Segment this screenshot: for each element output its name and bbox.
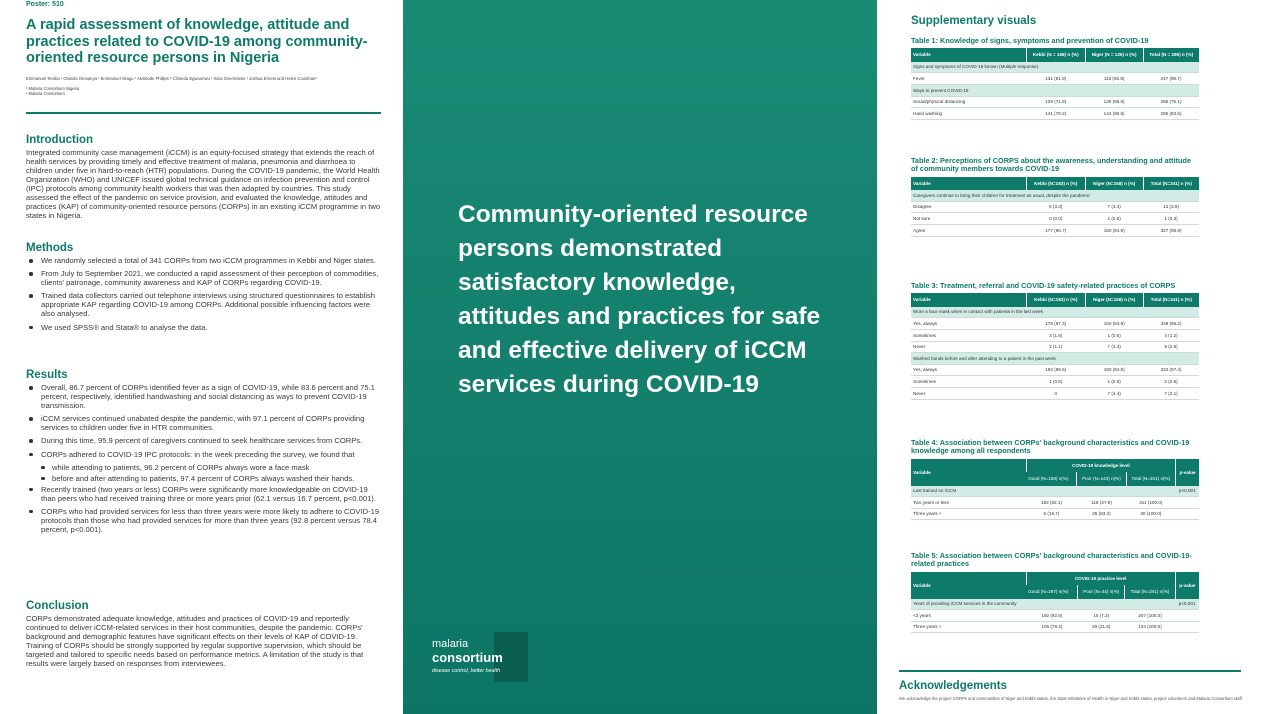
- table-title: Table 5: Association between CORPs' background characteristics and COVID-19-related practices: [911, 551, 1192, 569]
- list-item: CORPs who had provided services for less than three years were more likely to adhere to COVID-19 protocols than those who had provided services for more than three years (92.8 percent versus 78.4 percent, p<0.001).: [26, 507, 381, 534]
- table-cell: [1176, 497, 1199, 509]
- table-cell: 7 (4.4): [1085, 387, 1143, 399]
- table-cell: 118 (37.9): [1077, 497, 1126, 509]
- table-header-row: [911, 48, 1199, 61]
- table-4: [911, 439, 1199, 520]
- column-subheader: Good (N=198) n(%): [1026, 472, 1077, 485]
- table-cell: <3 years: [911, 610, 1026, 622]
- acknowledgements-heading: Acknowledgements: [899, 680, 1007, 692]
- table-cell: 9 (2.6): [1143, 341, 1199, 353]
- table-row: [911, 508, 1199, 520]
- table-header-row: [911, 459, 1199, 472]
- list-item: Overall, 86.7 percent of CORPs identified fever as a sign of COVID-19, while 83.6 percent and 75.1 percent, respectively, identified handwashing and social distancing as ways to prevent COVID-19 transmission.: [26, 383, 381, 410]
- table-cell: 30 (100.0): [1126, 508, 1175, 520]
- table-cell: Three years +: [911, 621, 1026, 633]
- table-cell: 7 (4.4): [1085, 341, 1143, 353]
- table-group-row: [911, 599, 1199, 610]
- affiliation: ² Malaria Consortium: [26, 91, 65, 97]
- table-cell: 105 (78.4): [1026, 621, 1077, 633]
- table-cell: 1 (0.3): [1143, 213, 1199, 225]
- column-subheader: Total (N=341) n(%): [1126, 472, 1175, 485]
- table-cell: 285 (83.6): [1143, 108, 1199, 120]
- column-header: Variable: [911, 459, 1026, 486]
- table-row: [911, 330, 1199, 342]
- column-header: Total (N=341) n (%): [1143, 177, 1199, 190]
- logo-text-consortium: consortium: [432, 650, 503, 665]
- table-cell: 0: [1026, 387, 1085, 399]
- table-cell: 141 (79.2): [1026, 108, 1085, 120]
- table-cell: Social/physical distancing: [911, 96, 1026, 108]
- table-cell: Yes, always: [911, 364, 1026, 376]
- table-cell: 327 (95.9): [1143, 225, 1199, 237]
- divider: [899, 670, 1241, 672]
- list-item: From July to September 2021, we conducted a rapid assessment of their perception of commodities, clients' patronage, community awareness and KAP of CORPs regarding COVID-19.: [26, 269, 381, 287]
- acknowledgements-text: We acknowledge the project CORPs and communities of Niger and Kebbi states, the State Ministries of Health in Niger and Kebbi states, project volunteers and Malaria Consortium staff.: [899, 696, 1243, 701]
- table-cell: 150 (94.9): [1085, 364, 1143, 376]
- group-label: Ways to prevent COVID-19: [911, 85, 1199, 97]
- column-header: Total (N=341) n (%): [1143, 293, 1199, 306]
- poster-title: A rapid assessment of knowledge, attitude and practices related to COVID-19 among community-oriented resource persons in Nigeria: [26, 17, 368, 66]
- column-header: Kebbi (N=183) n (%): [1026, 177, 1085, 190]
- table-cell: Three years +: [911, 508, 1026, 520]
- table-group-row: [911, 307, 1199, 318]
- supplementary-heading: Supplementary visuals: [911, 15, 1037, 27]
- table-row: [911, 341, 1199, 353]
- table-cell: 193 (62.1): [1026, 497, 1077, 509]
- table-row: [911, 376, 1199, 388]
- table-cell: 3 (1.6): [1026, 330, 1085, 342]
- data-table: [911, 177, 1199, 237]
- logo-tagline: disease control, better health: [432, 668, 501, 674]
- p-value: p<0.001: [1176, 486, 1199, 497]
- table-1: [911, 37, 1199, 120]
- table-cell: Never: [911, 341, 1026, 353]
- table-header-row: [911, 177, 1199, 190]
- headline-panel: [403, 0, 877, 714]
- column-subheader: Good (N=297) n(%): [1026, 585, 1077, 598]
- table-cell: Hand washing: [911, 108, 1026, 120]
- table-cell: Yes, always: [911, 318, 1026, 330]
- list-item: During this time, 95.9 percent of caregivers continued to seek healthcare services from CORPs.: [26, 436, 381, 445]
- results-section: [26, 369, 381, 538]
- column-header: Variable: [911, 572, 1026, 599]
- table-title: Table 2: Perceptions of CORPS about the awareness, understanding and attitude of community members towards COVID-19: [911, 156, 1192, 174]
- column-header: p-value: [1175, 572, 1199, 599]
- table-row: [911, 213, 1199, 225]
- group-label: Years of providing iCCM services in the community: [911, 599, 1175, 610]
- headline: Community-oriented resource persons demonstrated satisfactory knowledge, attitudes and practices for safe and effective delivery of iCCM services during COVID-19: [458, 201, 821, 398]
- column-header: p-value: [1176, 459, 1199, 486]
- column-header: Variable: [911, 293, 1026, 306]
- table-cell: 29 (21.6): [1078, 621, 1125, 633]
- group-label: Washed hands before and after attending to a patient in the past week: [911, 353, 1199, 365]
- table-header-row: [911, 572, 1199, 585]
- table-cell: 2 (1.1): [1026, 341, 1085, 353]
- list-sub-item: before and after attending to patients, 97.4 percent of CORPs always washed their hands.: [26, 474, 381, 483]
- section-heading: Results: [26, 369, 68, 381]
- table-header-row: [911, 293, 1199, 306]
- table-cell: [1175, 610, 1199, 622]
- section-text: Integrated community case management (iCCM) is an equity-focused strategy that extends the reach of health services by providing timely and effective treatment of malaria, pneumonia and diarrhoea to children under five in hard-to-reach (HTR) populations. During the COVID-19 pandemic, the World Health Organization (WHO) and UNICEF issued global technical guidance on infection prevention and control (IPC) protocols among community health workers that was then adapted by countries. This study assessed the effect of the pandemic on service provision, and evaluated the knowledge, attitudes and practices (KAP) of community-oriented resource persons (CORPs) in an existing iCCM programme in two states in Nigeria.: [26, 148, 381, 220]
- column-group-header: COVID-19 practice level: [1026, 572, 1175, 585]
- table-group-row: [911, 190, 1199, 201]
- left-column: [0, 0, 390, 714]
- column-subheader: Total (N=341) n(%): [1125, 585, 1175, 598]
- group-label: Wore a face mask when in contact with patients in the last week: [911, 307, 1199, 318]
- table-cell: 15 (7.2): [1078, 610, 1125, 622]
- table-cell: 332 (97.4): [1143, 364, 1199, 376]
- authors: Emmanuel Temba ¹ Olusola Oresanya ¹ Emmanuel Akagu ¹ Akinbode Phillips ¹ Chinedu Egwuonwu ¹ Ilona Overmeeke ¹ Joshua Ernest and Helen Counihan²: [26, 76, 317, 81]
- table-group-row: [911, 85, 1199, 97]
- table-cell: 178 (97.3): [1026, 318, 1085, 330]
- section-heading: Introduction: [26, 134, 94, 146]
- table-cell: 150 (94.9): [1085, 225, 1143, 237]
- table-row: [911, 621, 1199, 633]
- p-value: p<0.001: [1175, 599, 1199, 610]
- table-cell: 256 (75.1): [1143, 96, 1199, 108]
- right-column: [887, 0, 1276, 714]
- table-cell: 1 (0.6): [1085, 213, 1143, 225]
- list-item: We used SPSS® and Stata® to analyse the data.: [26, 323, 381, 332]
- table-cell: 144 (96.6): [1085, 108, 1143, 120]
- table-row: [911, 364, 1199, 376]
- conclusion-section: [26, 600, 381, 668]
- data-table: [911, 48, 1199, 119]
- table-row: [911, 497, 1199, 509]
- table-group-row: [911, 486, 1199, 497]
- table-row: [911, 610, 1199, 622]
- table-title: Table 4: Association between CORPs' background characteristics and COVID-19 knowledge among all respondents: [911, 438, 1190, 456]
- table-cell: 13 (3.9): [1143, 201, 1199, 213]
- table-group-row: [911, 62, 1199, 73]
- table-cell: Two years or less: [911, 497, 1026, 509]
- table-cell: Agree: [911, 225, 1026, 237]
- table-cell: 207 (100.0): [1125, 610, 1175, 622]
- group-label: Last trained on iCCM: [911, 486, 1176, 497]
- table-cell: 311 (100.0): [1126, 497, 1175, 509]
- table-cell: 25 (83.3): [1077, 508, 1126, 520]
- table-group-row: [911, 353, 1199, 365]
- affiliation: ¹ Malaria Consortium Nigeria: [26, 86, 80, 91]
- table-cell: 128 (85.9): [1085, 96, 1143, 108]
- table-cell: 7 (4.4): [1085, 201, 1143, 213]
- table-5: [911, 552, 1199, 633]
- divider: [26, 112, 381, 114]
- table-3: [911, 282, 1199, 400]
- column-group-header: COVID-19 knowledge level: [1026, 459, 1175, 472]
- table-cell: [1176, 508, 1199, 520]
- logo-text-malaria: malaria: [432, 638, 469, 650]
- table-row: [911, 96, 1199, 108]
- table-cell: Sometimes: [911, 376, 1026, 388]
- data-table: [911, 293, 1199, 399]
- table-row: [911, 225, 1199, 237]
- table-cell: 1 (0.6): [1085, 330, 1143, 342]
- methods-section: [26, 242, 381, 336]
- list-item: iCCM services continued unabated despite the pandemic, with 97.1 percent of CORPs providing services to children under five in HTR communities.: [26, 414, 381, 432]
- malaria-consortium-logo: [432, 632, 528, 682]
- column-header: Variable: [911, 48, 1026, 61]
- table-cell: 1 (0.6): [1085, 376, 1143, 388]
- table-cell: 116 (92.8): [1085, 73, 1143, 85]
- table-title: Table 1: Knowledge of signs, symptoms and prevention of COVID-19: [911, 36, 1149, 45]
- data-table: [911, 459, 1199, 521]
- data-table: [911, 572, 1199, 634]
- section-heading: Methods: [26, 242, 74, 254]
- table-cell: 6 (3.3): [1026, 201, 1085, 213]
- table-row: [911, 201, 1199, 213]
- table-cell: 247 (86.7): [1143, 73, 1199, 85]
- column-header: Niger (N=158) n (%): [1085, 177, 1143, 190]
- affiliations: [26, 86, 79, 96]
- column-subheader: Poor (N=143) n(%): [1077, 472, 1126, 485]
- table-cell: 0 (0.0): [1026, 213, 1085, 225]
- section-heading: Conclusion: [26, 600, 89, 612]
- results-list: [26, 383, 381, 534]
- column-header: Niger (N=158) n (%): [1085, 293, 1143, 306]
- list-item: CORPs adhered to COVID-19 IPC protocols: in the week preceding the survey, we found that: [26, 450, 381, 459]
- table-row: [911, 318, 1199, 330]
- table-cell: Disagree: [911, 201, 1026, 213]
- table-row: [911, 108, 1199, 120]
- list-item: Trained data collectors carried out telephone interviews using structured questionnaires to establish appropriate KAP regarding COVID-19 among CORPs. Additional possible influencing factors were also analysed.: [26, 291, 381, 318]
- list-sub-item: while attending to patients, 96.2 percent of CORPs always wore a face mask: [26, 463, 381, 472]
- table-cell: Not sure: [911, 213, 1026, 225]
- table-cell: 5 (16.7): [1026, 508, 1077, 520]
- table-cell: Fever: [911, 73, 1026, 85]
- group-label: Signs and symptoms of COVID-19 known (Multiple response): [911, 62, 1199, 73]
- poster-number: Poster: 510: [26, 1, 64, 8]
- column-header: Kebbi (N=183) n (%): [1026, 293, 1085, 306]
- column-header: Total (N = 285) n (%): [1143, 48, 1199, 61]
- table-row: [911, 73, 1199, 85]
- table-cell: 131 (81.9): [1026, 73, 1085, 85]
- table-cell: 7 (2.1): [1143, 387, 1199, 399]
- column-header: Variable: [911, 177, 1026, 190]
- list-item: Recently trained (two years or less) CORPs were significantly more knowledgeable on COVID-19 than peers who had received training three or more years prior (62.1 versus 16.7 percent, p<0.001).: [26, 485, 381, 503]
- table-cell: Sometimes: [911, 330, 1026, 342]
- table-cell: 2 (0.6): [1143, 376, 1199, 388]
- table-cell: 192 (92.8): [1026, 610, 1077, 622]
- column-subheader: Poor (N=44) n(%): [1078, 585, 1125, 598]
- table-cell: 177 (96.7): [1026, 225, 1085, 237]
- table-cell: 182 (99.5): [1026, 364, 1085, 376]
- methods-list: [26, 256, 381, 332]
- table-cell: [1175, 621, 1199, 633]
- section-text: CORPs demonstrated adequate knowledge, attitudes and practices of COVID-19 and reportedly continued to deliver iCCM-related services in their host communities, despite the pandemic. CORPs' background and demographic features have significant effects on their levels of KAP of COVID-19. Training of CORPs should be strongly supported by regular supportive supervision, which should be targeted and tailored to specific needs based on performance metrics. A limitation of the study is that results were largely based on responses from interviewees.: [26, 614, 364, 668]
- column-header: Niger (N = 125) n (%): [1085, 48, 1143, 61]
- table-cell: 328 (96.2): [1143, 318, 1199, 330]
- table-cell: 134 (100.0): [1125, 621, 1175, 633]
- table-cell: 150 (94.9): [1085, 318, 1143, 330]
- table-cell: 1 (0.5): [1026, 376, 1085, 388]
- table-cell: Never: [911, 387, 1026, 399]
- table-title: Table 3: Treatment, referral and COVID-19 safety-related practices of CORPS: [911, 281, 1176, 290]
- table-2: [911, 157, 1199, 237]
- table-cell: 128 (71.9): [1026, 96, 1085, 108]
- introduction-section: [26, 134, 381, 220]
- list-item: We randomly selected a total of 341 CORPs from two iCCM programmes in Kebbi and Niger states.: [26, 256, 381, 265]
- table-row: [911, 387, 1199, 399]
- group-label: Caregivers continue to bring their children for treatment as usual, despite the pandemic: [911, 190, 1199, 201]
- table-cell: 4 (1.2): [1143, 330, 1199, 342]
- column-header: Kebbi (N = 168) n (%): [1026, 48, 1085, 61]
